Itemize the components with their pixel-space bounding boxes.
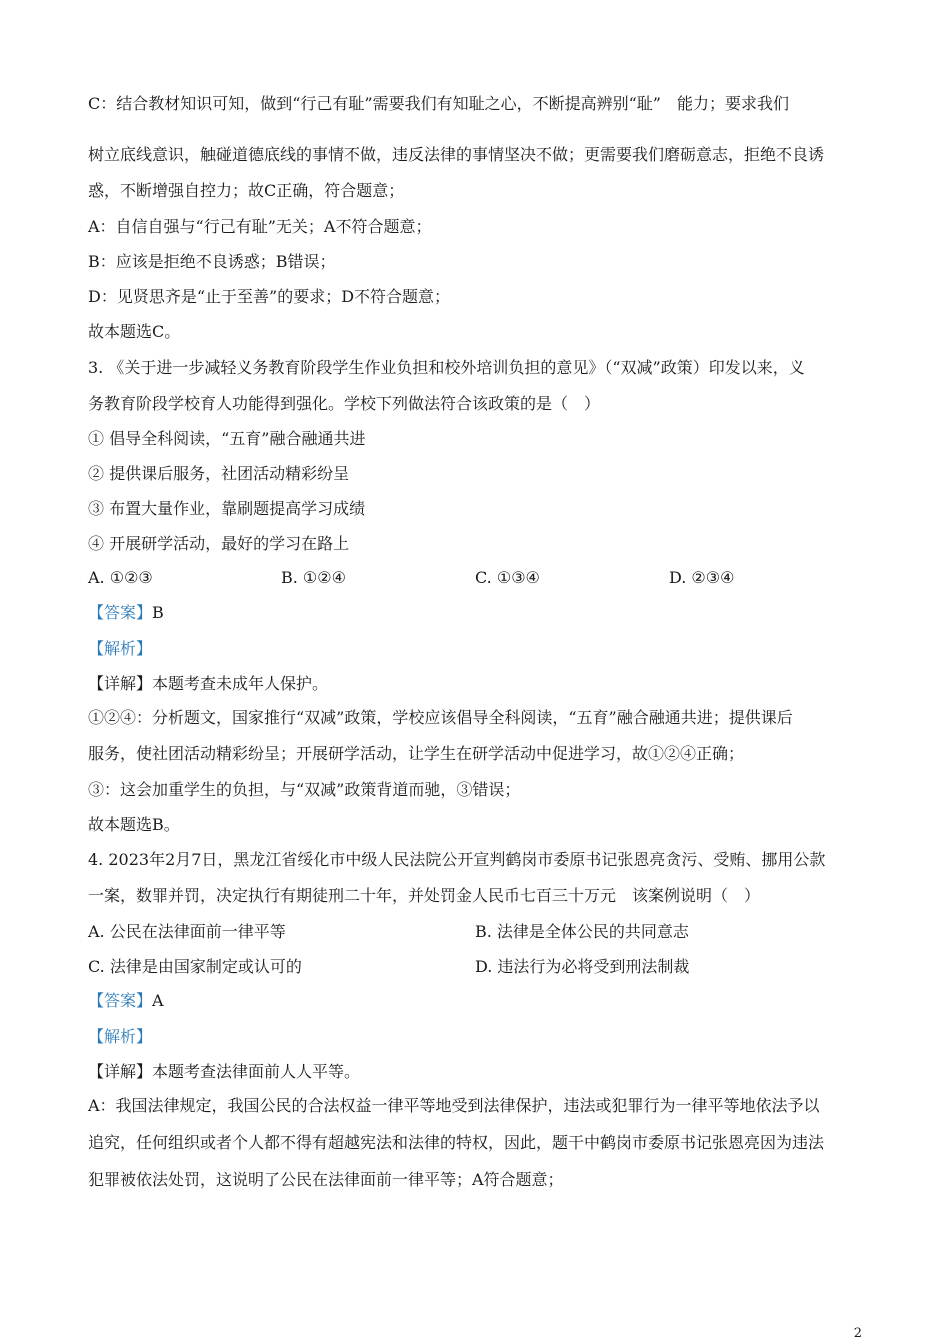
q2-conclusion: 故本题选C。	[88, 322, 181, 341]
detail-tag: 【详解】	[88, 674, 153, 693]
q4-option-d: D. 违法行为必将受到刑法制裁	[475, 957, 690, 976]
detail-text: 本题考查未成年人保护。	[152, 674, 329, 693]
q4-exp-line-1: A：我国法律规定，我国公民的合法权益一律平等地受到法律保护，违法或犯罪行为一律平等地依法予以	[88, 1096, 820, 1115]
q2-c-line-3: 惑，不断增强自控力；故C正确，符合题意；	[88, 181, 405, 200]
detail-text: 本题考查法律面前人人平等。	[152, 1062, 361, 1081]
q4-detail	[88, 1062, 360, 1082]
q2-a-line: A：自信自强与“行己有耻”无关；A不符合题意；	[88, 217, 432, 236]
q2-d-line: D：见贤思齐是“止于至善”的要求；D不符合题意；	[88, 287, 451, 306]
q3-stem-line-2: 务教育阶段学校育人功能得到强化。学校下列做法符合该政策的是（ ）	[88, 394, 601, 413]
q3-option-b: B. ①②④	[281, 568, 346, 587]
q3-item-4: ④ 开展研学活动，最好的学习在路上	[88, 534, 350, 553]
q4-exp-line-2: 追究，任何组织或者个人都不得有超越宪法和法律的特权，因此，题干中鹤岗市委原书记张恩亮因为违法	[88, 1133, 825, 1152]
q3-item-2: ② 提供课后服务，社团活动精彩纷呈	[88, 464, 350, 483]
q4-stem-line-1: 4. 2023年2月7日，黑龙江省绥化市中级人民法院公开宣判鹤岗市委原书记张恩亮贪污、受贿、挪用公款	[88, 850, 826, 869]
q3-option-a: A. ①②③	[88, 568, 153, 587]
q3-exp-line-2: 服务，使社团活动精彩纷呈；开展研学活动，让学生在研学活动中促进学习，故①②④正确；	[88, 744, 745, 763]
page-number: 2	[853, 1326, 862, 1341]
q2-b-line: B：应该是拒绝不良诱惑；B错误；	[88, 252, 336, 271]
q3-item-1: ① 倡导全科阅读，“五育”融合融通共进	[88, 429, 366, 448]
q3-conclusion: 故本题选B。	[88, 815, 180, 834]
q4-option-b: B. 法律是全体公民的共同意志	[475, 922, 689, 941]
q4-option-a: A. 公民在法律面前一律平等	[88, 922, 286, 941]
q3-item-3: ③ 布置大量作业，靠刷题提高学习成绩	[88, 499, 366, 518]
answer-tag: 【答案】	[88, 991, 153, 1010]
q4-exp-line-3: 犯罪被依法处罚，这说明了公民在法律面前一律平等；A符合题意；	[88, 1170, 564, 1189]
q4-answer	[88, 991, 164, 1011]
q3-answer	[88, 603, 164, 623]
q4-option-c: C. 法律是由国家制定或认可的	[88, 957, 302, 976]
q3-stem-line-1: 3. 《关于进一步减轻义务教育阶段学生作业负担和校外培训负担的意见》（“双减”政策）印发以来，义	[88, 358, 805, 377]
answer-value: A	[152, 991, 164, 1010]
q2-c-line-2: 树立底线意识，触碰道德底线的事情不做，违反法律的事情坚决不做；更需要我们磨砺意志，拒绝不良诱	[88, 145, 825, 164]
q2-c-line-1: C：结合教材知识可知，做到“行己有耻”需要我们有知耻之心，不断提高辨别“耻” 能力；要求我们	[88, 94, 789, 113]
q3-exp-line-1: ①②④：分析题文，国家推行“双减”政策，学校应该倡导全科阅读，“五育”融合融通共进；提供课后	[88, 708, 793, 727]
q3-option-d: D. ②③④	[669, 568, 735, 587]
detail-tag: 【详解】	[88, 1062, 153, 1081]
q3-option-c: C. ①③④	[475, 568, 540, 587]
q3-analysis: 【解析】	[88, 639, 153, 658]
answer-value: B	[152, 603, 164, 622]
q3-detail	[88, 674, 328, 694]
q3-exp-line-3: ③：这会加重学生的负担，与“双减”政策背道而驰，③错误；	[88, 780, 521, 799]
q4-stem-line-2: 一案，数罪并罚，决定执行有期徒刑二十年，并处罚金人民币七百三十万元 该案例说明（ ）	[88, 886, 761, 905]
answer-tag: 【答案】	[88, 603, 153, 622]
q4-analysis: 【解析】	[88, 1027, 153, 1046]
